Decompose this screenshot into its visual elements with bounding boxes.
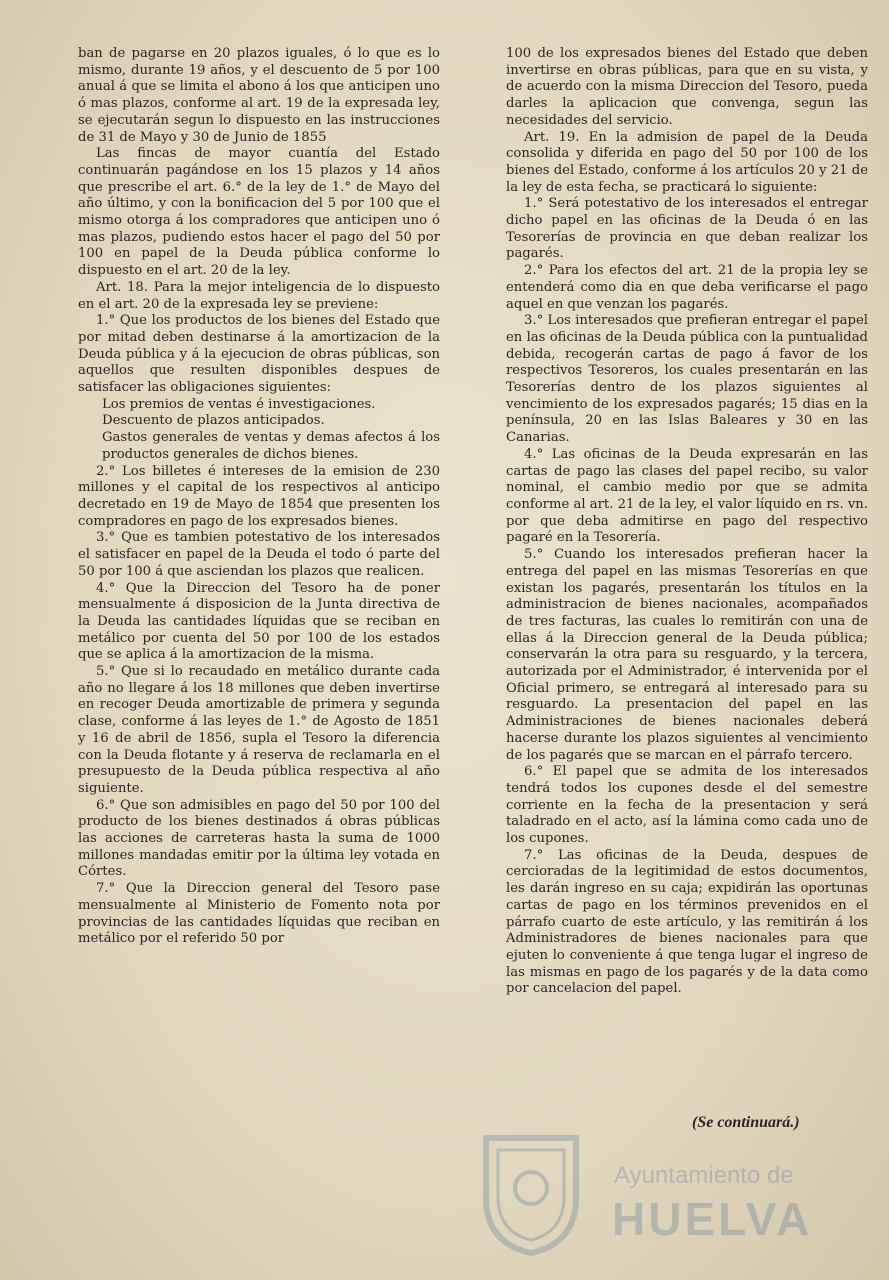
paragraph: 6.° El papel que se admita de los interesados tendrá todos los cupones desde el del semestre corriente en la fecha de la presentacion y será taladrado en el acto, así la lámina como cada uno de los cupones.: [506, 764, 868, 847]
paragraph: 5.° Cuando los interesados prefieran hacer la entrega del papel en las mismas Tesorerías en que existan los pagarés, presentarán los títulos en la administracion de bienes nacionales, acompañados de tres facturas, las cuales lo remitirán con una de ellas á la Direccion general de la Deuda pública; conservarán la otra para su resguardo, y la tercera, autorizada por el Administrador, é intervenida por el Oficial primero, se entregará al interesado para su resguardo. La presentacion del papel en las Administraciones de bienes nacionales deberá hacerse durante los plazos siguientes al vencimiento de los pagarés que se marcan en el párrafo tercero.: [506, 547, 868, 763]
paragraph: 7.° Las oficinas de la Deuda, despues de cercioradas de la legitimidad de estos documentos, les darán ingreso en su caja; expidirán las oportunas cartas de pago en los términos prevenidos en el párrafo cuarto de este artículo, y las remitirán á los Administradores de bienes nacionales para que ejuten lo conveniente á que tenga lugar el ingreso de las mismas en pago de los pagarés y de la data como por cancelacion del papel.: [506, 847, 868, 997]
paragraph: 3.° Los interesados que prefieran entregar el papel en las oficinas de la Deuda pública con la puntualidad debida, recogerán cartas de pago á favor de los respectivos Tesoreros, los cuales presentarán en las Tesorerías dentro de los plazos siguientes al vencimiento de los expresados pagarés; 15 dias en la península, 20 en las Islas Baleares y 30 en las Canarias.: [506, 313, 868, 446]
paragraph: Art. 19. En la admision de papel de la Deuda consolida y diferida en pago del 50 por 100 de los bienes del Estado, conforme á los artículos 20 y 21 de la ley de esta fecha, se practicará lo siguiente:: [506, 129, 868, 195]
paragraph: 4.° Las oficinas de la Deuda expresarán en las cartas de pago las clases del papel recibo, su valor nominal, el cambio medio por que se admita conforme al art. 21 de la ley, el valor líquido en rs. vn. por que deba admitirse en pago del respectivo pagaré en la Tesorería.: [506, 446, 868, 546]
paragraph: 2.° Los billetes é intereses de la emision de 230 millones y el capital de los respectivos al anticipo decretado en 19 de Mayo de 1854 que presenten los compradores en pago de los expresados bienes.: [78, 463, 440, 529]
archive-watermark: [476, 1110, 836, 1260]
paragraph: Los premios de ventas é investigaciones.: [102, 396, 376, 412]
paragraph: Gastos generales de ventas y demas afectos á los productos generales de dichos bienes.: [102, 430, 440, 462]
paragraph: 4.° Que la Direccion del Tesoro ha de poner mensualmente á disposicion de la Junta directiva de la Deuda las cantidades líquidas que se reciban en metálico por cuenta del 50 por 100 de los estados que se aplica á la amortizacion de la misma.: [78, 580, 440, 663]
right-column: [506, 46, 868, 998]
left-column: [78, 46, 440, 948]
paragraph: 1.° Que los productos de los bienes del Estado que por mitad deben destinarse á la amortizacion de la Deuda pública y á la ejecucion de obras públicas, son aquellos que resulten disponibles despues de satisfacer las obligaciones siguientes:: [78, 313, 440, 396]
paragraph: Descuento de plazos anticipados.: [102, 413, 325, 429]
paragraph: 5.° Que si lo recaudado en metálico durante cada año no llegare á los 18 millones que deben invertirse en recoger Deuda amortizable de primera y segunda clase, conforme á las leyes de 1.° de Agosto de 1851 y 16 de abril de 1856, supla el Tesoro la diferencia con la Deuda flotante y á reserva de reclamarla en el presupuesto de la Deuda pública respectiva al año siguiente.: [78, 664, 440, 796]
continuation-note: (Se continuará.): [692, 1114, 800, 1131]
paragraph: 2.° Para los efectos del art. 21 de la propia ley se entenderá como dia en que deba verificarse el pago aquel en que venzan los pagarés.: [506, 263, 868, 312]
paragraph: 100 de los expresados bienes del Estado que deben invertirse en obras públicas, para que en su vista, y de acuerdo con la misma Direccion del Tesoro, pueda darles la aplicacion que convenga, segun las necesidades del servicio.: [506, 46, 868, 128]
paragraph: 3.° Que es tambien potestativo de los interesados el satisfacer en papel de la Deuda el todo ó parte del 50 por 100 á que asciendan los plazos que realicen.: [78, 530, 440, 579]
watermark-line2: HUELVA: [612, 1193, 813, 1245]
paragraph: Las fincas de mayor cuantía del Estado continuarán pagándose en los 15 plazos y 14 años que prescribe el art. 6.° de la ley de 1.° de Mayo del año último, y con la bonificacion del 5 por 100 que el mismo otorga á los compradores que anticipen uno ó mas plazos, pudiendo estos hacer el pago del 50 por 100 en papel de la Deuda pública conforme lo dispuesto en el art. 20 de la ley.: [78, 146, 440, 279]
paragraph: 7.° Que la Direccion general del Tesoro pase mensualmente al Ministerio de Fomento nota por provincias de las cantidades líquidas que reciban en metálico por el referido 50 por: [78, 881, 440, 947]
municipal-seal-icon: [476, 1128, 586, 1258]
paragraph: 6.° Que son admisibles en pago del 50 por 100 del producto de los bienes destinados á obras públicas las acciones de carreteras hasta la suma de 1000 millones mandadas emitir por la última ley votada en Córtes.: [78, 797, 440, 880]
watermark-line1: Ayuntamiento de: [614, 1162, 794, 1189]
paragraph: Art. 18. Para la mejor inteligencia de lo dispuesto en el art. 20 de la expresada ley se previene:: [78, 279, 440, 312]
paragraph: 1.° Será potestativo de los interesados el entregar dicho papel en las oficinas de la Deuda ó en las Tesorerías de provincia en que deban realizar los pagarés.: [506, 196, 868, 262]
paragraph: ban de pagarse en 20 plazos iguales, ó lo que es lo mismo, durante 19 años, y el descuento de 5 por 100 anual á que se limita el abono á los que anticipen uno ó mas plazos, conforme al art. 19 de la expresada ley, se ejecutarán segun lo dispuesto en las instrucciones de 31 de Mayo y 30 de Junio de 1855: [78, 46, 440, 145]
